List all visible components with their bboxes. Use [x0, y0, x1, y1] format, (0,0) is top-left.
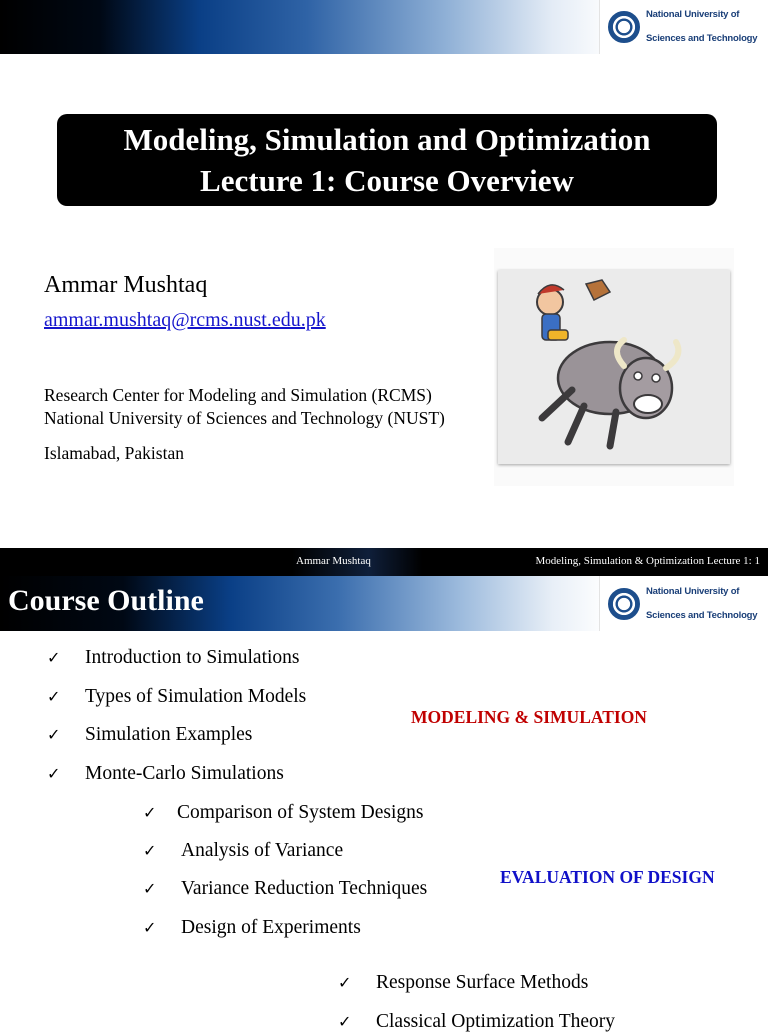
- lecture-title-box: [57, 114, 717, 206]
- logo-line-1: National University of: [646, 585, 740, 597]
- checkmark-icon: ✓: [47, 725, 61, 744]
- checkmark-icon: ✓: [47, 764, 61, 783]
- cartoon-picture: [494, 248, 734, 486]
- outline-subitem: ✓ Analysis of Variance: [143, 840, 344, 861]
- author-name: Ammar Mushtaq: [44, 272, 208, 298]
- cartoon-bull-rider-image: [498, 270, 730, 464]
- modeling-simulation-label: MODELING & SIMULATION: [411, 707, 647, 727]
- nust-logo: [599, 0, 768, 54]
- location: Islamabad, Pakistan: [44, 443, 184, 463]
- affiliation-line-1: Research Center for Modeling and Simulation (RCMS): [44, 385, 432, 405]
- checkmark-icon: ✓: [47, 687, 61, 706]
- checkmark-icon: ✓: [143, 918, 157, 937]
- footer-course-page: Modeling, Simulation & Optimization Lecture 1: 1: [535, 555, 760, 567]
- outline-item: ✓ Monte-Carlo Simulations: [47, 763, 284, 784]
- outline-subitem: ✓ Comparison of System Designs: [143, 802, 424, 823]
- outline-item: ✓ Simulation Examples: [47, 724, 253, 745]
- logo-line-2: Sciences and Technology: [646, 609, 758, 621]
- outline-heading: Course Outline: [8, 584, 204, 617]
- university-seal-icon: [608, 588, 640, 620]
- outline-subitem: ✓ Variance Reduction Techniques: [143, 878, 428, 899]
- outline-subitem: ✓ Classical Optimization Theory: [338, 1011, 616, 1032]
- outline-item: ✓ Introduction to Simulations: [47, 647, 300, 668]
- slide-footer: [0, 548, 768, 576]
- footer-author: Ammar Mushtaq: [296, 555, 371, 567]
- university-seal-icon: [608, 11, 640, 43]
- header-banner: [0, 0, 768, 54]
- checkmark-icon: ✓: [143, 841, 157, 860]
- logo-line-1: National University of: [646, 9, 740, 20]
- checkmark-icon: ✓: [143, 879, 157, 898]
- affiliation-line-2: National University of Sciences and Technology (NUST): [44, 408, 445, 428]
- checkmark-icon: ✓: [338, 973, 352, 992]
- checkmark-icon: ✓: [47, 648, 61, 667]
- author-email-link[interactable]: ammar.mushtaq@rcms.nust.edu.pk: [44, 309, 326, 331]
- checkmark-icon: ✓: [338, 1012, 352, 1031]
- outline-subitem: ✓ Response Surface Methods: [338, 972, 589, 993]
- nust-logo: [599, 576, 768, 631]
- evaluation-design-label: EVALUATION OF DESIGN: [500, 867, 715, 887]
- lecture-title: Modeling, Simulation and Optimization: [123, 122, 651, 157]
- lecture-subtitle: Lecture 1: Course Overview: [200, 163, 574, 198]
- outline-subitem: ✓ Design of Experiments: [143, 917, 361, 938]
- outline-header-banner: [0, 576, 768, 631]
- logo-line-2: Sciences and Technology: [646, 33, 758, 44]
- checkmark-icon: ✓: [143, 803, 157, 822]
- affiliation: [44, 384, 445, 430]
- outline-item: ✓ Types of Simulation Models: [47, 686, 307, 707]
